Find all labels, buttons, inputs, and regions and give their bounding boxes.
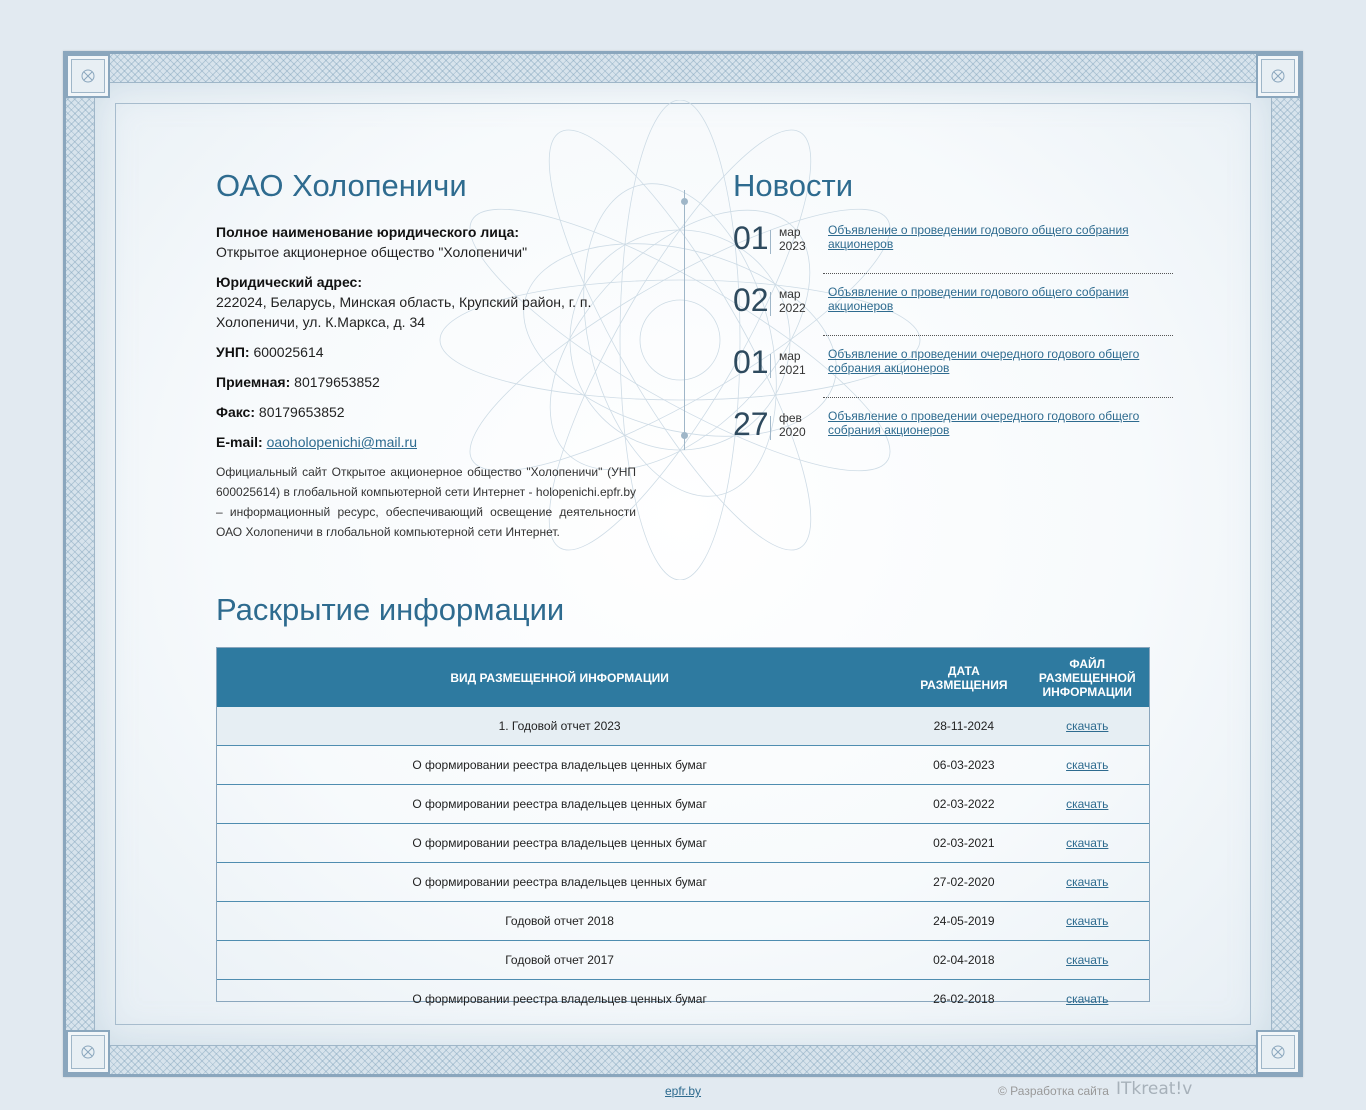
corner-rosette-icon — [66, 54, 110, 98]
company-info — [216, 222, 636, 542]
table-row — [217, 785, 1149, 824]
disclosure-table-body — [217, 707, 1149, 1018]
cell-date: 28-11-2024 — [902, 707, 1025, 746]
cell-date: 27-02-2020 — [902, 863, 1025, 902]
footer-developer-label: © Разработка сайта — [998, 1084, 1109, 1098]
news-link[interactable]: Объявление о проведении годового общего собрания акционеров — [828, 223, 1129, 251]
email-label: E-mail: — [216, 434, 263, 450]
news-month: мар — [779, 349, 801, 363]
news-year: 2021 — [779, 363, 806, 377]
table-row — [217, 941, 1149, 980]
cell-file — [1025, 902, 1149, 941]
divider-ornament — [681, 198, 688, 205]
cell-info-type: Годовой отчет 2018 — [217, 902, 902, 941]
full-name-value: Открытое акционерное общество "Холопеничи" — [216, 244, 528, 260]
download-link[interactable]: скачать — [1066, 992, 1109, 1006]
reception-block — [216, 372, 636, 392]
corner-rosette-icon — [66, 1030, 110, 1074]
cell-info-type: О формировании реестра владельцев ценных бумаг — [217, 785, 902, 824]
full-name-label: Полное наименование юридического лица: — [216, 224, 520, 240]
news-item — [733, 284, 1173, 336]
unp-block — [216, 342, 636, 362]
news-year: 2022 — [779, 301, 806, 315]
cell-file — [1025, 824, 1149, 863]
news-year: 2023 — [779, 239, 806, 253]
company-title: ОАО Холопеничи — [216, 168, 467, 203]
download-link[interactable]: скачать — [1066, 758, 1109, 772]
cell-info-type: О формировании реестра владельцев ценных бумаг — [217, 824, 902, 863]
corner-rosette-icon — [1256, 54, 1300, 98]
news-month: фев — [779, 411, 802, 425]
news-month: мар — [779, 287, 801, 301]
footer-epfr-link[interactable]: epfr.by — [665, 1084, 702, 1098]
reception-value: 80179653852 — [294, 374, 380, 390]
divider-ornament — [681, 432, 688, 439]
download-link[interactable]: скачать — [1066, 875, 1109, 889]
reception-label: Приемная: — [216, 374, 291, 390]
table-header-row — [217, 648, 1149, 707]
news-day: 01 — [733, 220, 769, 256]
news-date-separator — [770, 416, 771, 440]
cell-file — [1025, 746, 1149, 785]
cell-date: 06-03-2023 — [902, 746, 1025, 785]
news-item — [733, 222, 1173, 274]
disclosure-table-wrap — [216, 647, 1150, 1006]
email-link[interactable]: oaoholopenichi@mail.ru — [266, 434, 417, 450]
download-link[interactable]: скачать — [1066, 836, 1109, 850]
news-item — [733, 346, 1173, 398]
fax-block — [216, 402, 636, 422]
download-link[interactable]: скачать — [1066, 914, 1109, 928]
cell-file — [1025, 785, 1149, 824]
cell-info-type: О формировании реестра владельцев ценных бумаг — [217, 863, 902, 902]
table-row — [217, 902, 1149, 941]
news-day: 27 — [733, 406, 769, 442]
address-block — [216, 272, 636, 332]
news-day: 02 — [733, 282, 769, 318]
address-label: Юридический адрес: — [216, 274, 362, 290]
table-row — [217, 707, 1149, 746]
cell-date: 26-02-2018 — [902, 980, 1025, 1019]
cell-info-type: О формировании реестра владельцев ценных бумаг — [217, 746, 902, 785]
disclosure-table — [217, 648, 1149, 1018]
cell-info-type: Годовой отчет 2017 — [217, 941, 902, 980]
fax-value: 80179653852 — [258, 404, 345, 420]
table-row — [217, 980, 1149, 1019]
developer-logo[interactable]: ITkreat!v — [1116, 1079, 1193, 1099]
cell-info-type: О формировании реестра владельцев ценных бумаг — [217, 980, 902, 1019]
news-link[interactable]: Объявление о проведении очередного годового общего собрания акционеров — [828, 347, 1140, 375]
download-link[interactable]: скачать — [1066, 719, 1109, 733]
cell-file — [1025, 863, 1149, 902]
download-link[interactable]: скачать — [1066, 797, 1109, 811]
cell-file — [1025, 941, 1149, 980]
column-header-type: ВИД РАЗМЕЩЕННОЙ ИНФОРМАЦИИ — [217, 648, 902, 707]
unp-value: 600025614 — [253, 344, 324, 360]
news-link[interactable]: Объявление о проведении годового общего собрания акционеров — [828, 285, 1129, 313]
cell-date: 02-04-2018 — [902, 941, 1025, 980]
cell-info-type: 1. Годовой отчет 2023 — [217, 707, 902, 746]
news-title: Новости — [733, 168, 854, 203]
news-date-separator — [770, 230, 771, 254]
site-description: Официальный сайт Открытое акционерное общество "Холопеничи" (УНП 600025614) в глобальной компьютерной сети Интернет - holopenichi.epfr.by – информационный ресурс, обеспечивающий освещение деятельности ОАО Холопеничи в глобальной компьютерной сети Интернет. — [216, 465, 636, 539]
download-link[interactable]: скачать — [1066, 953, 1109, 967]
news-date-separator — [770, 292, 771, 316]
cell-date: 24-05-2019 — [902, 902, 1025, 941]
fax-label: Факс: — [216, 404, 256, 420]
news-link[interactable]: Объявление о проведении очередного годового общего собрания акционеров — [828, 409, 1140, 437]
cell-file — [1025, 707, 1149, 746]
news-item — [733, 408, 1173, 460]
news-day: 01 — [733, 344, 769, 380]
news-year: 2020 — [779, 425, 806, 439]
full-name-block — [216, 222, 636, 262]
column-divider — [684, 190, 685, 450]
email-block — [216, 432, 636, 452]
cell-file — [1025, 980, 1149, 1019]
column-header-date: ДАТА РАЗМЕЩЕНИЯ — [902, 648, 1025, 707]
disclosure-title: Раскрытие информации — [216, 592, 565, 627]
cell-date: 02-03-2021 — [902, 824, 1025, 863]
table-row — [217, 863, 1149, 902]
address-value: 222024, Беларусь, Минская область, Крупский район, г. п. Холопеничи, ул. К.Маркса, д. 34 — [216, 294, 592, 330]
news-dotted-rule — [823, 397, 1173, 398]
column-header-file: ФАЙЛ РАЗМЕЩЕННОЙ ИНФОРМАЦИИ — [1025, 648, 1149, 707]
table-row — [217, 746, 1149, 785]
table-row — [217, 824, 1149, 863]
corner-rosette-icon — [1256, 1030, 1300, 1074]
unp-label: УНП: — [216, 344, 250, 360]
cell-date: 02-03-2022 — [902, 785, 1025, 824]
news-dotted-rule — [823, 273, 1173, 274]
news-date-separator — [770, 354, 771, 378]
news-dotted-rule — [823, 335, 1173, 336]
news-month: мар — [779, 225, 801, 239]
